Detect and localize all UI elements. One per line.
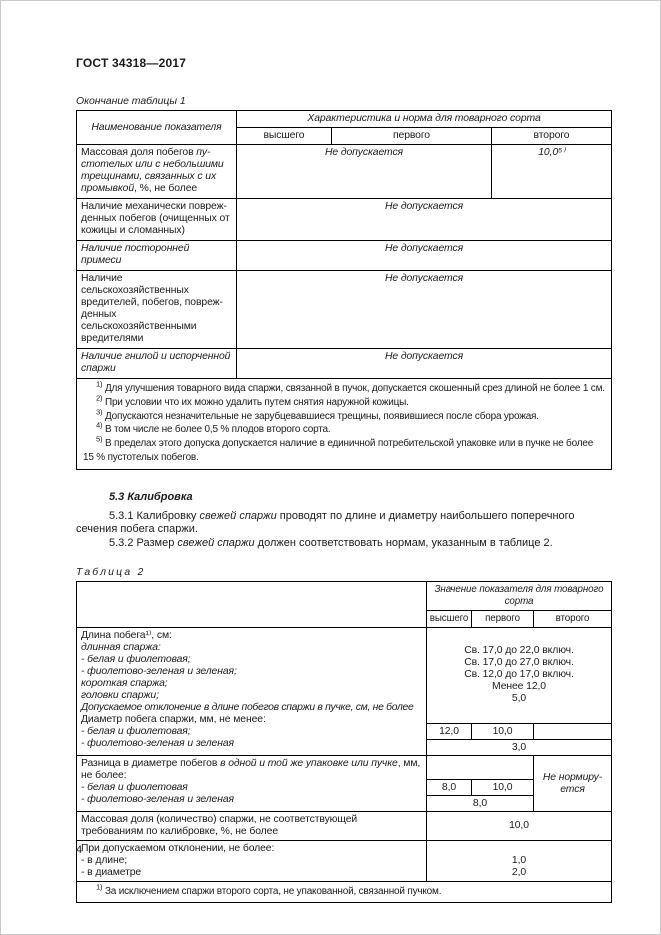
- deviation-diameter-value: 2,0: [511, 866, 527, 878]
- table-row: [77, 811, 612, 840]
- difference-title-part: , мм, не более:: [81, 757, 421, 781]
- difference-spacer-cell: [427, 755, 534, 779]
- difference-title: [81, 758, 422, 782]
- doc-number: ГОСТ 34318—2017: [76, 56, 187, 70]
- item-deviation-length: - в длине;: [81, 854, 128, 866]
- table2-grade-first: первого: [472, 610, 534, 627]
- row-value: Не допускается: [237, 199, 612, 241]
- table-row: [77, 755, 612, 779]
- page-number: 4: [76, 844, 83, 856]
- table-row: [77, 241, 612, 271]
- diameter-white-first: 10,0: [472, 723, 534, 739]
- item-length-deviation: Допускаемое отклонение в длине побегов спаржи в пучке, см, не более: [81, 701, 414, 713]
- table2: [76, 581, 612, 903]
- difference-second-not-normed: Не нормируется: [534, 755, 612, 811]
- table-row: [77, 840, 612, 881]
- table-row: [77, 145, 612, 199]
- length-value: Св. 12,0 до 17,0 включ.: [464, 669, 574, 681]
- table2-header-group: Значение показателя для товарного сорта: [427, 581, 612, 610]
- footnote-text: Для улучшения товарного вида спаржи, связанной в пучок, допускается скошенный срез длиной не более 1 см.: [104, 383, 605, 394]
- table1-caption: Окончание таблицы 1: [76, 96, 186, 107]
- difference-label: [77, 755, 427, 811]
- table1-footnotes-row: [77, 379, 612, 470]
- length-value: Менее 12,0: [492, 681, 546, 693]
- table1-header-row1: [77, 111, 612, 128]
- difference-title-part: Разница в диаметре побегов: [81, 757, 221, 769]
- table-row: [77, 627, 612, 723]
- table2-grade-second: второго: [534, 610, 612, 627]
- table1-footnotes: [77, 379, 612, 470]
- table1-header-name: Наименование показателя: [77, 111, 237, 145]
- length-value: 5,0: [511, 693, 527, 705]
- row-value-second-grade: 10,0⁵⁾: [492, 145, 612, 199]
- table1-grade-high: высшего: [237, 128, 332, 145]
- diameter-white-high: 12,0: [427, 723, 472, 739]
- table1-grade-first: первого: [332, 128, 492, 145]
- row-value: Не допускается: [237, 241, 612, 271]
- row-label: Наличие гнилой и испорченной спаржи: [77, 349, 237, 379]
- row-label-part: Массовая доля побегов: [81, 147, 197, 158]
- table1: [76, 110, 612, 470]
- item-long-asparagus: длинная спаржа:: [81, 641, 161, 653]
- footnote-text: Допускаются незначительные не зарубцевавшиеся трещины, появившиеся после сбора урожая.: [104, 410, 539, 422]
- item-diameter-green: - фиолетово-зеленая и зеленая: [81, 737, 234, 749]
- footnote-marker: 2): [96, 393, 103, 403]
- deviation-length-value: 1,0: [511, 854, 527, 866]
- footnote-marker: 4): [96, 421, 103, 431]
- section-heading: 5.3 Калибровка: [109, 490, 193, 503]
- row-label: Наличие механически поврежденных побегов (очищенных от кожицы и сломанных): [77, 199, 237, 241]
- mass-label: Массовая доля (количество) спаржи, не соответствующей требованиям по калибровке, %, не более: [77, 811, 427, 840]
- footnote: [83, 407, 605, 424]
- row-label-part: , %, не более: [134, 183, 198, 194]
- deviation-title: При допускаемом отклонении, не более:: [81, 842, 275, 854]
- table2-header-row1: [77, 581, 612, 610]
- item-difference-white: - белая и фиолетовая: [81, 781, 188, 793]
- difference-title-part-italic: в одной и той же упаковке или пучке: [220, 757, 398, 769]
- table-row: [77, 349, 612, 379]
- item-deviation-diameter: - в диаметре: [81, 866, 142, 878]
- diameter-green-all: 3,0: [427, 739, 612, 755]
- paragraph-part: должен соответствовать нормам, указанным в таблице 2.: [254, 536, 553, 549]
- footnote-marker: 3): [96, 407, 103, 417]
- table2-footnote: [77, 881, 612, 902]
- table2-caption: Таблица 2: [76, 566, 146, 578]
- table2-grade-high: высшего: [427, 610, 472, 627]
- footnote-text: При условии что их можно удалить путем снятия наружной кожицы.: [104, 396, 409, 408]
- table1-header-group: Характеристика и норма для товарного сорта: [237, 111, 612, 128]
- footnote-text: За исключением спаржи второго сорта, не упакованной, связанной пучком.: [104, 885, 442, 897]
- deviation-label: [77, 840, 427, 881]
- footnote: [83, 434, 605, 465]
- length-values: [427, 627, 612, 723]
- item-difference-green: - фиолетово-зеленая и зеленая: [81, 793, 234, 805]
- length-title: Длина побега¹⁾, см:: [81, 629, 172, 641]
- length-diameter-label: [77, 627, 427, 755]
- row-label-part-italic: пустотелых или с небольшими трещинами, связанных с их промывкой: [81, 147, 224, 194]
- length-value: Св. 17,0 до 22,0 включ.: [464, 645, 574, 657]
- paragraph-5-3-2: [76, 537, 611, 550]
- item-long-green: - фиолетово-зеленая и зеленая;: [81, 665, 237, 677]
- table-row: [77, 199, 612, 241]
- paragraph-part-italic: свежей спаржи: [177, 536, 255, 549]
- difference-green-high-first: 8,0: [427, 795, 534, 811]
- paragraph-5-3-1: [76, 510, 611, 536]
- row-label: Наличие сельскохозяйственных вредителей, побегов, поврежденных сельскохозяйственными вредителями: [77, 271, 237, 349]
- length-value: Св. 17,0 до 27,0 включ.: [464, 657, 574, 669]
- difference-white-high: 8,0: [427, 779, 472, 795]
- item-diameter-white: - белая и фиолетовая;: [81, 725, 191, 737]
- difference-white-first: 10,0: [472, 779, 534, 795]
- footnote-marker: 5): [96, 434, 103, 444]
- row-value: Не допускается: [237, 349, 612, 379]
- page-content: [76, 56, 611, 917]
- footnote-text: В пределах этого допуска допускается наличие в единичной потребительской упаковке или в пучке не более 15 % пустотелых побегов.: [83, 438, 594, 463]
- paragraph-part: 5.3.2 Размер: [109, 536, 178, 549]
- item-long-white: - белая и фиолетовая;: [81, 653, 191, 665]
- footnote-text: В том числе не более 0,5 % плодов второго сорта.: [104, 424, 331, 436]
- paragraph-part: 5.3.1 Калибровку: [109, 509, 200, 522]
- table1-grade-second: второго: [492, 128, 612, 145]
- item-short-asparagus: короткая спаржа;: [81, 677, 168, 689]
- item-heads: головки спаржи;: [81, 689, 159, 701]
- table-row: [77, 271, 612, 349]
- paragraph-part-italic: свежей спаржи: [199, 509, 277, 522]
- row-value: Не допускается: [237, 271, 612, 349]
- footnote: [83, 393, 605, 410]
- mass-value: 10,0: [427, 811, 612, 840]
- diameter-white-second-empty: [534, 723, 612, 739]
- footnote-marker: 1): [96, 882, 103, 892]
- row-value: Не допускается: [237, 145, 492, 199]
- row-label: Наличие посторонней примеси: [77, 241, 237, 271]
- deviation-values: [427, 840, 612, 881]
- table2-footnote-row: [77, 881, 612, 902]
- footnote-marker: 1): [96, 379, 103, 389]
- table2-header-empty-cell: [77, 581, 427, 627]
- footnote: [83, 423, 605, 437]
- row-label: [77, 145, 237, 199]
- paragraph-part: проводят по длине и диаметру наибольшего поперечного сечения побега спаржи.: [76, 509, 575, 535]
- diameter-title: Диаметр побега спаржи, мм, не менее:: [81, 713, 266, 725]
- footnote: [83, 379, 605, 396]
